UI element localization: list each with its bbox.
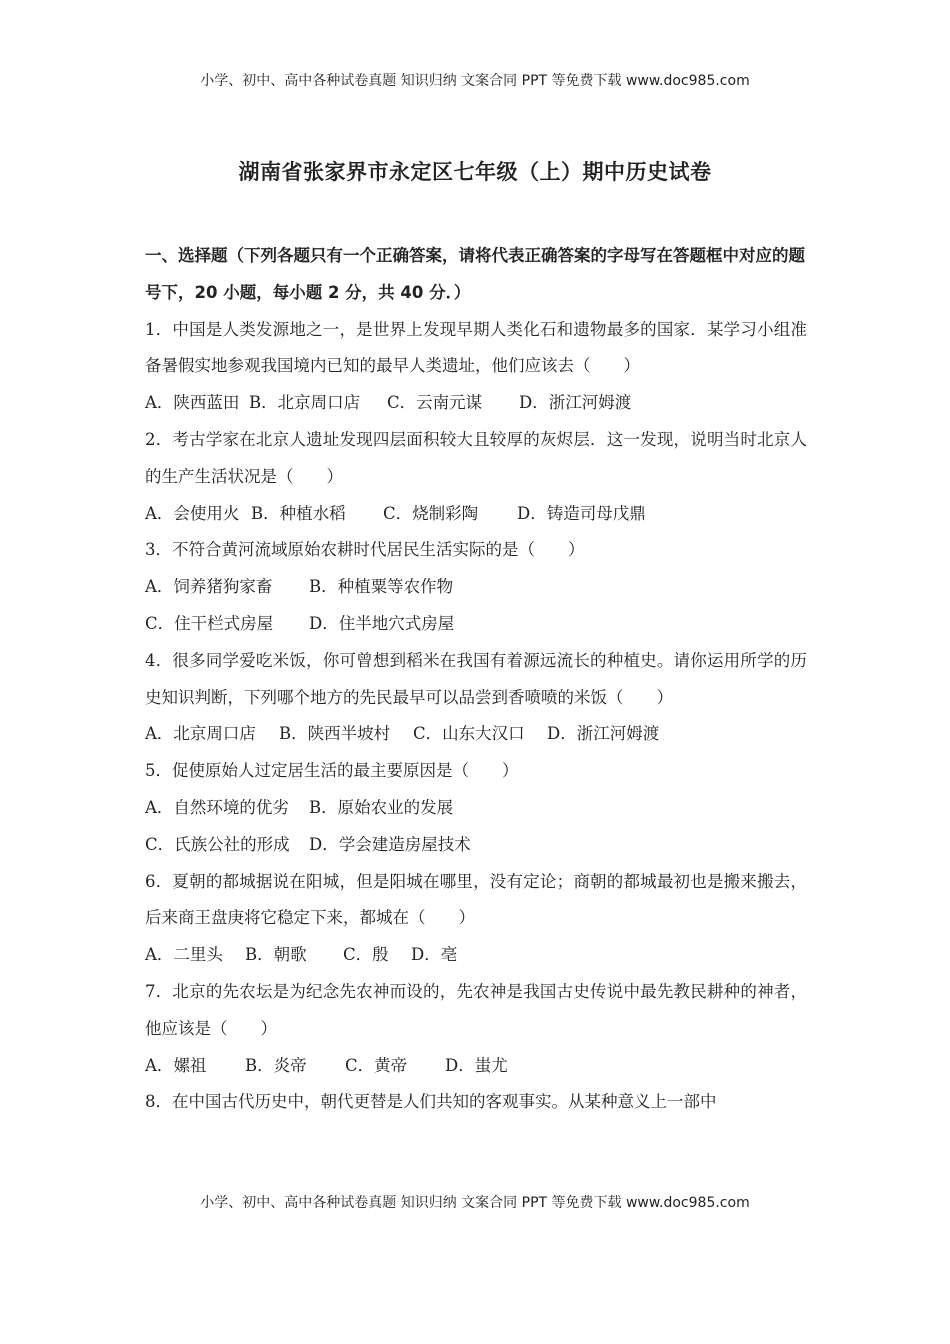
option-c: C．烧制彩陶 — [383, 503, 479, 523]
option-d: D．住半地穴式房屋 — [309, 613, 455, 633]
question-8-stem: 8．在中国古代历史中，朝代更替是人们共知的客观事实。从某种意义上一部中 — [145, 1092, 717, 1112]
option-d: D．浙江河姆渡 — [519, 393, 632, 413]
page-header: 小学、初中、高中各种试卷真题 知识归纳 文案合同 PPT 等免费下载 www.doc985.com — [200, 73, 750, 89]
option-b: B．朝歌 — [245, 945, 307, 965]
option-b: B．陕西半坡村 — [279, 724, 391, 744]
section-heading: 一、选择题（下列各题只有一个正确答案，请将代表正确答案的字母写在答题框中对应的题号下，20 小题，每小题 2 分，共 40 分．） — [145, 246, 805, 302]
question-3-stem: 3．不符合黄河流域原始农耕时代居民生活实际的是（ ） — [145, 540, 585, 560]
option-b: B．种植水稻 — [251, 503, 346, 523]
option-a: A．嫘祖 — [145, 1055, 207, 1075]
question-5-stem: 5．促使原始人过定居生活的最主要原因是（ ） — [145, 761, 519, 781]
option-a: A．会使用火 — [145, 503, 240, 523]
option-c: C．云南元谋 — [387, 393, 483, 413]
question-1-options — [145, 385, 807, 422]
question-6-stem: 6．夏朝的都城据说在阳城，但是阳城在哪里，没有定论；商朝的都城最初也是搬来搬去，后来商王盘庚将它稳定下来，都城在（ ） — [145, 871, 807, 928]
question-2-stem: 2．考古学家在北京人遗址发现四层面积较大且较厚的灰烬层．这一发现，说明当时北京人的生产生活状况是（ ） — [145, 429, 807, 486]
option-c: C．殷 — [343, 945, 389, 965]
question-3-options-row2 — [145, 606, 807, 643]
page-title: 湖南省张家界市永定区七年级（上）期中历史试卷 — [238, 160, 712, 184]
question-4-options — [145, 716, 807, 753]
page-footer: 小学、初中、高中各种试卷真题 知识归纳 文案合同 PPT 等免费下载 www.doc985.com — [200, 1195, 750, 1211]
question-4-stem: 4．很多同学爱吃米饭，你可曾想到稻米在我国有着源远流长的种植史。请你运用所学的历史知识判断，下列哪个地方的先民最早可以品尝到香喷喷的米饭（ ） — [145, 650, 807, 707]
option-a: A．饲养猪狗家畜 — [145, 577, 273, 597]
option-d: D．铸造司母戊鼎 — [517, 503, 646, 523]
option-c: C．住干栏式房屋 — [145, 613, 274, 633]
option-a: A．北京周口店 — [145, 724, 256, 744]
question-5-options-row2 — [145, 827, 807, 864]
question-7-stem: 7．北京的先农坛是为纪念先农神而设的，先农神是我国古史传说中最先教民耕种的神者，他应该是（ ） — [145, 981, 807, 1038]
option-a: A．陕西蓝田 — [145, 393, 240, 413]
option-b: B．原始农业的发展 — [309, 797, 454, 817]
option-b: B．种植粟等农作物 — [309, 577, 454, 597]
option-c: C．氏族公社的形成 — [145, 834, 290, 854]
question-6-options — [145, 937, 807, 974]
question-3-options-row1 — [145, 569, 807, 606]
option-d: D．浙江河姆渡 — [547, 724, 660, 744]
option-b: B．北京周口店 — [249, 393, 361, 413]
option-d: D．学会建造房屋技术 — [309, 834, 471, 854]
question-1-stem: 1．中国是人类发源地之一，是世界上发现早期人类化石和遗物最多的国家．某学习小组准备暑假实地参观我国境内已知的最早人类遗址，他们应该去（ ） — [145, 319, 807, 376]
question-5-options-row1 — [145, 790, 807, 827]
option-c: C．黄帝 — [345, 1055, 408, 1075]
option-c: C．山东大汉口 — [413, 724, 525, 744]
option-d: D．亳 — [411, 945, 458, 965]
question-2-options — [145, 496, 807, 533]
question-7-options — [145, 1048, 807, 1085]
option-a: A．自然环境的优劣 — [145, 797, 289, 817]
option-b: B．炎帝 — [245, 1055, 307, 1075]
exam-content — [145, 238, 807, 1121]
option-a: A．二里头 — [145, 945, 223, 965]
option-d: D．蚩尤 — [445, 1055, 508, 1075]
